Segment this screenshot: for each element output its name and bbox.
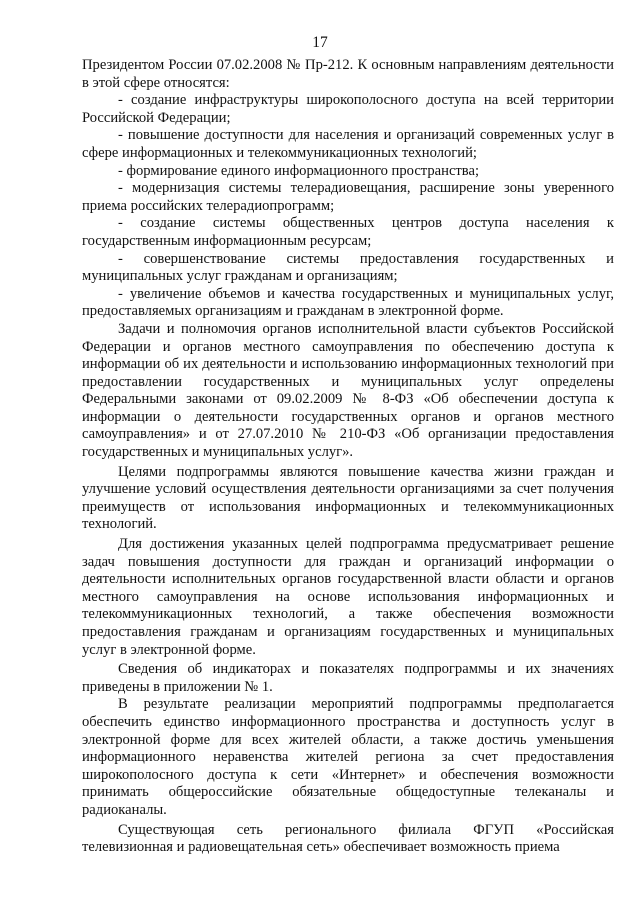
- list-item-broadband-infrastructure: - создание инфраструктуры широкополосного доступа на всей территории Российской Федерации;: [82, 92, 614, 126]
- document-body: [82, 57, 614, 857]
- list-item-services-improvement: - совершенствование системы предоставления государственных и муниципальных услуг гражданам и организациям;: [82, 250, 614, 285]
- paragraph-subprogram-goals: Целями подпрограммы являются повышение качества жизни граждан и улучшение условий осуществления деятельности организациями за счет получения преимуществ от использования информационных и телекоммуникационных технологий.: [82, 463, 614, 533]
- list-item-broadcasting-modernization: - модернизация системы телерадиовещания, расширение зоны уверенного приема российских телерадиопрограмм;: [82, 180, 614, 214]
- list-item-electronic-services: - увеличение объемов и качества государственных и муниципальных услуг, предоставляемых организациям и гражданам в электронной форме.: [82, 285, 614, 320]
- list-item-public-access-centers: - создание системы общественных центров доступа населения к государственным информационным ресурсам;: [82, 215, 614, 249]
- list-item-ict-services-access: - повышение доступности для населения и организаций современных услуг в сфере информационных и телекоммуникационных технологий;: [82, 127, 614, 161]
- paragraph-broadcast-network: Существующая сеть регионального филиала ФГУП «Российская телевизионная и радиовещательная сеть» обеспечивает возможность приема: [82, 821, 614, 856]
- paragraph-expected-results: В результате реализации мероприятий подпрограммы предполагается обеспечить единство информационного пространства и доступность услуг в электронной форме для всех жителей области, а также достичь уменьшения информационного неравенства жителей региона за счет предоставления широкополосного доступа к сети «Интернет» и обеспечения возможности принимать общероссийские обязательные общедоступные телеканалы и радиоканалы.: [82, 696, 614, 818]
- paragraph-authorities-tasks: Задачи и полномочия органов исполнительной власти субъектов Российской Федерации и органов местного самоуправления по обеспечению доступа к информации об их деятельности и использованию информационных технологий при предоставлении государственных и муниципальных услуг определены Федеральными законами от 09.02.2009 № 8-ФЗ «Об обеспечении доступа к информации о деятельности государственных органов и органов местного самоуправления» и от 27.07.2010 № 210-ФЗ «Об организации предоставления государственных и муниципальных услуг».: [82, 320, 614, 461]
- list-item-unified-info-space: - формирование единого информационного пространства;: [118, 162, 480, 179]
- paragraph-indicators-reference: Сведения об индикаторах и показателях подпрограммы и их значениях приведены в приложении № 1.: [82, 661, 614, 695]
- paragraph-subprogram-objectives: Для достижения указанных целей подпрограмма предусматривает решение задач повышения доступности для граждан и организаций информации о деятельности исполнительных органов государственной власти области и органов местного самоуправления на основе использования информационных и телекоммуникационных технологий, а также обеспечения возможности предоставления гражданам и организациям государственных и муниципальных услуг в электронной форме.: [82, 536, 614, 658]
- page-number: 17: [312, 34, 328, 51]
- paragraph-continuation: Президентом России 07.02.2008 № Пр-212. К основным направлениям деятельности в этой сфере относятся:: [82, 57, 614, 91]
